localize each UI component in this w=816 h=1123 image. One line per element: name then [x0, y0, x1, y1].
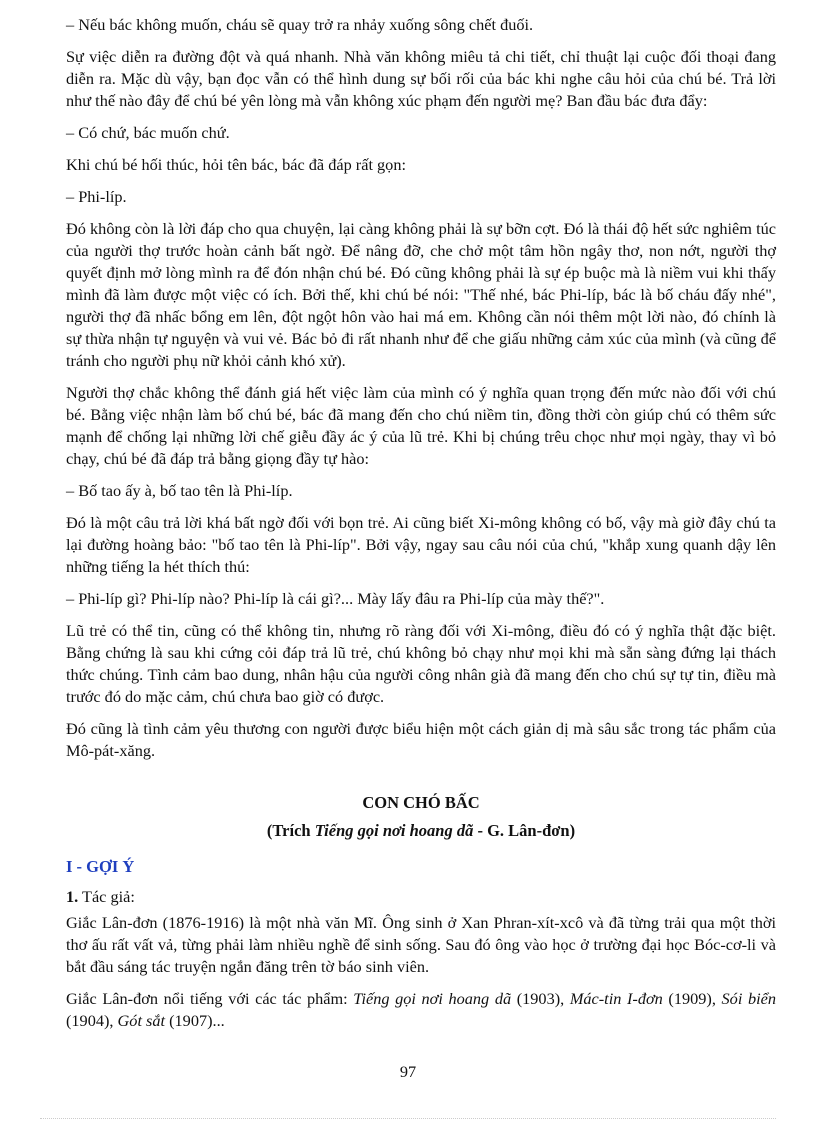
body-paragraph: Đó là một câu trả lời khá bất ngờ đối với bọn trẻ. Ai cũng biết Xi-mông không có bố, vậy mà giờ đây chú ta lại đường hoàng bảo: "bố tao tên là Phi-líp". Bởi vậy, ngay sau câu nói của chú, "khắp xung quanh dậy lên những tiếng la hét thích thú: — [66, 513, 776, 576]
works-paragraph — [66, 988, 776, 1032]
dialogue-line: – Phi-líp. — [66, 187, 127, 206]
page-number: 97 — [399, 1062, 417, 1081]
work-title: Sói biển — [721, 989, 776, 1008]
dialogue-line: – Nếu bác không muốn, cháu sẽ quay trở ra nhảy xuống sông chết đuối. — [66, 15, 534, 34]
work-year: (1907)... — [165, 1011, 225, 1030]
subtitle-suffix: - G. Lân-đơn) — [473, 821, 576, 840]
work-year: (1904), — [66, 1011, 118, 1030]
work-title: Gót sắt — [117, 1011, 166, 1030]
author-paragraph: Giắc Lân-đơn (1876-1916) là một nhà văn Mĩ. Ông sinh ở Xan Phran-xít-xcô và đã từng trải qua một thời thơ ấu rất vất vả, từng phải làm nhiều nghề để sinh sống. Sau đó ông vào học ở trường đại học Bóc-cơ-li và bắt đầu sáng tác truyện ngắn đăng trên tờ báo sinh viên. — [66, 913, 776, 976]
section-heading: I - GỢI Ý — [66, 857, 135, 876]
dialogue-line: – Bố tao ấy à, bố tao tên là Phi-líp. — [66, 481, 293, 500]
subtitle-work-title: Tiếng gọi nơi hoang dã — [314, 821, 474, 840]
body-paragraph: Đó cũng là tình cảm yêu thương con người được biểu hiện một cách giản dị mà sâu sắc trong tác phẩm của Mô-pát-xăng. — [66, 719, 776, 760]
work-title: Mác-tin I-đơn — [569, 989, 663, 1008]
dialogue-line: – Có chứ, bác muốn chứ. — [66, 123, 230, 142]
chapter-title: CON CHÓ BẤC — [362, 793, 480, 812]
body-paragraph: Người thợ chắc không thể đánh giá hết việc làm của mình có ý nghĩa quan trọng đến mức nào đối với chú bé. Bằng việc nhận làm bố chú bé, bác đã mang đến cho chú niềm tin, đồng thời còn giúp chú có thêm sức mạnh để chống lại những lời chế giễu đầy ác ý của lũ trẻ. Khi bị chúng trêu chọc như mọi ngày, thay vì bỏ chạy, chú bé đã đáp trả bằng giọng đầy tự hào: — [66, 383, 776, 468]
work-year: (1903), — [511, 989, 570, 1008]
footer-divider — [40, 1118, 776, 1119]
chapter-subtitle — [66, 820, 776, 842]
subsection-heading — [66, 886, 776, 908]
body-paragraph: Sự việc diễn ra đường đột và quá nhanh. Nhà văn không miêu tả chi tiết, chỉ thuật lại cuộc đối thoại đang diễn ra. Mặc dù vậy, bạn đọc vẫn có thể hình dung sự bối rối của bác khi nghe câu hỏi của chú bé. Trả lời như thế nào đây để chú bé yên lòng mà vẫn không xúc phạm đến người mẹ? Ban đầu bác đưa đẩy: — [66, 47, 776, 110]
subsection-number: 1. — [66, 887, 79, 906]
work-year: (1909), — [662, 989, 722, 1008]
work-title: Tiếng gọi nơi hoang dã — [353, 989, 512, 1008]
body-paragraph: Khi chú bé hối thúc, hỏi tên bác, bác đã đáp rất gọn: — [66, 155, 406, 174]
body-paragraph: Lũ trẻ có thể tin, cũng có thể không tin, nhưng rõ ràng đối với Xi-mông, điều đó có ý nghĩa thật đặc biệt. Bằng chứng là sau khi cứng cỏi đáp trả lũ trẻ, chú không bỏ chạy như mọi khi mà sẵn sàng đứng lại thách thức chúng. Tình cảm bao dung, nhân hậu của người công nhân già đã mang đến cho chú sự tự tin, điều mà trước đó do mặc cảm, chú chưa bao giờ có được. — [66, 621, 776, 706]
subtitle-prefix: (Trích — [266, 821, 315, 840]
subsection-label: Tác giả: — [78, 887, 135, 906]
body-paragraph: Đó không còn là lời đáp cho qua chuyện, lại càng không phải là sự bỡn cợt. Đó là thái độ hết sức nghiêm túc của người thợ trước hoàn cảnh bất ngờ. Để nâng đỡ, che chở một tâm hồn ngây thơ, non nớt, người thợ quyết định mở lòng mình ra để đón nhận chú bé. Đó cũng không phải là sự ép buộc mà là niềm vui khi thấy mình đã làm được một việc có ích. Bởi thế, khi chú bé nói: "Thế nhé, bác Phi-líp, bác là bố cháu đấy nhé", người thợ đã nhấc bổng em lên, đột ngột hôn vào hai má em. Không cần nói thêm một lời nào, đó chính là sự thừa nhận tự nguyện và vui vẻ. Bác bỏ đi rất nhanh như để che giấu những cảm xúc của mình (và cũng để tránh cho người phụ nữ khỏi cảnh khó xử). — [66, 219, 776, 370]
works-lead: Giắc Lân-đơn nổi tiếng với các tác phẩm: — [66, 989, 354, 1008]
dialogue-line: – Phi-líp gì? Phi-líp nào? Phi-líp là cái gì?... Mày lấy đâu ra Phi-líp của mày thế?". — [66, 589, 605, 608]
